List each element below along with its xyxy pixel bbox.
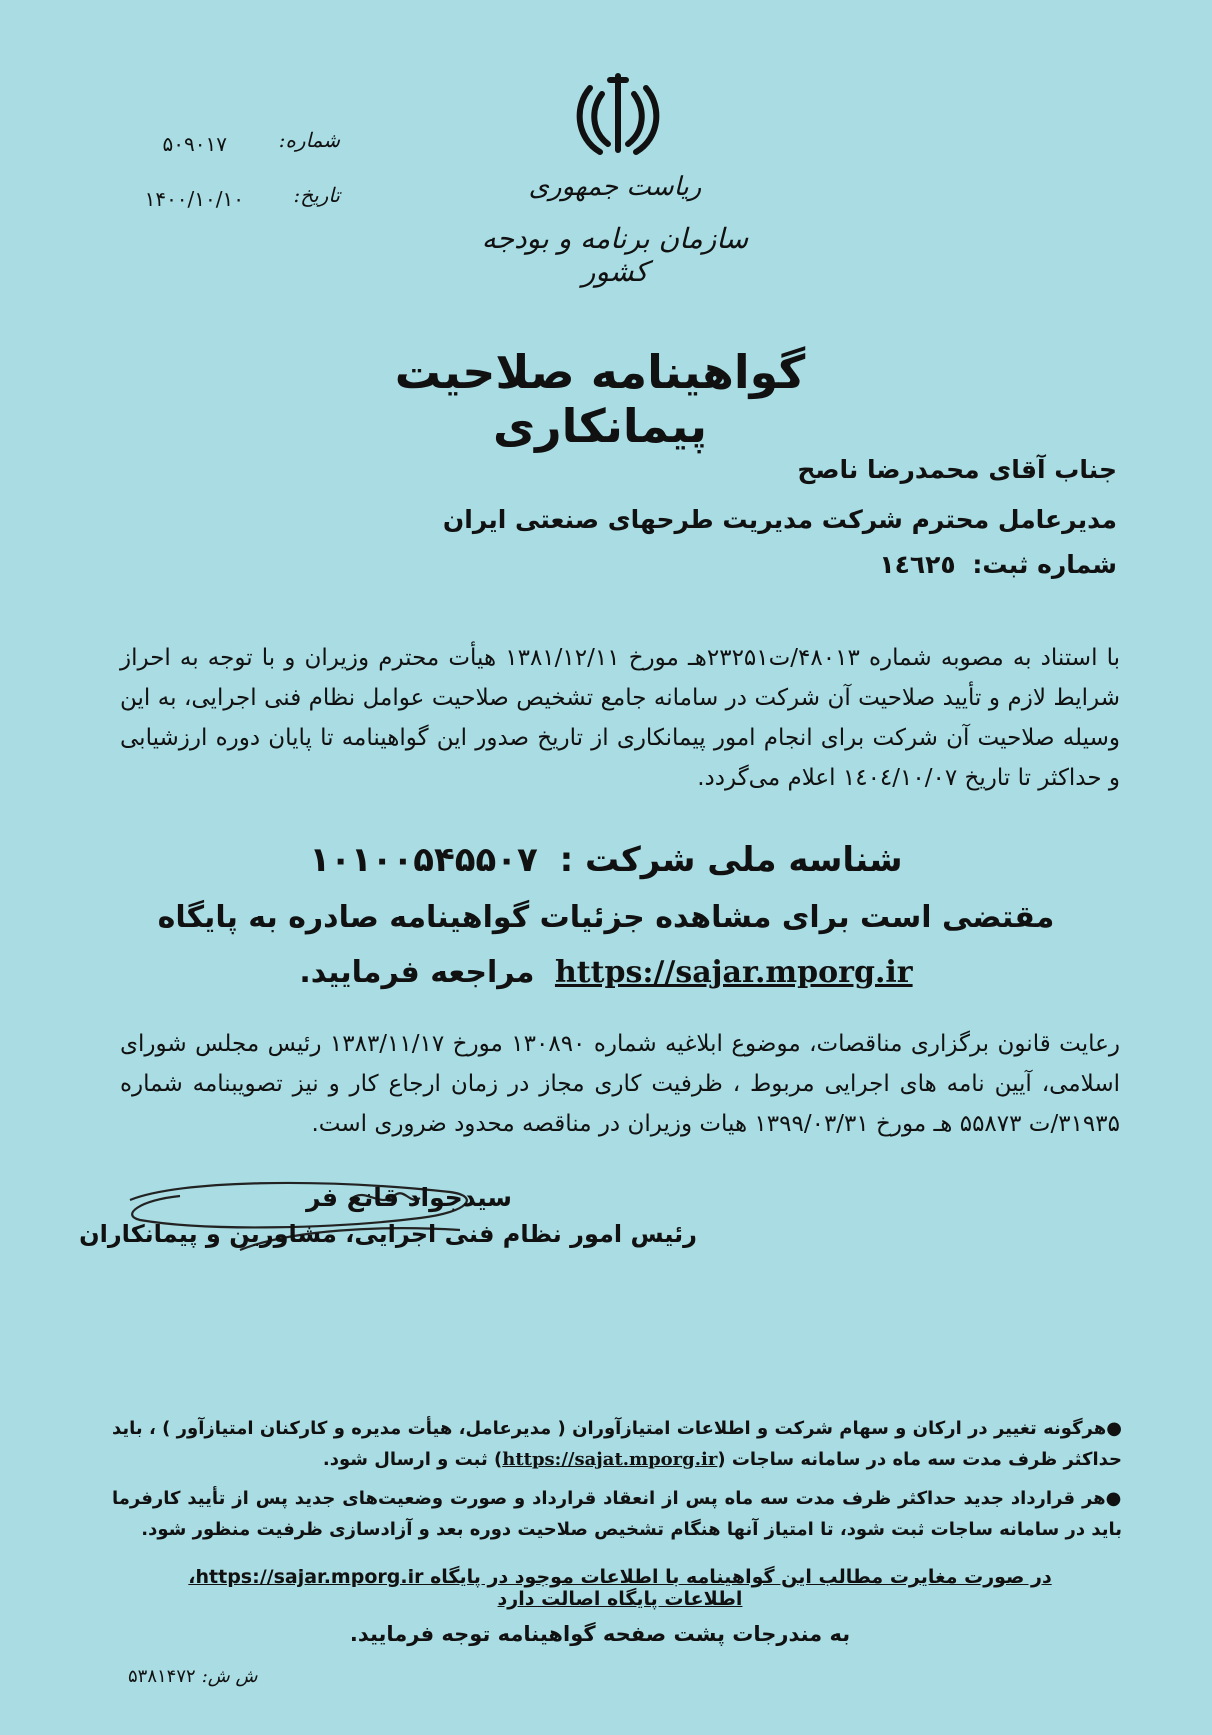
footnote-2	[112, 1483, 1122, 1545]
addressee-line-1: جناب آقای محمدرضا ناصح	[797, 455, 1117, 484]
number-value: ۵۰۹۰۱۷	[162, 132, 227, 156]
notice-suffix: مراجعه فرمایید.	[299, 955, 535, 990]
date-label: تاریخ:	[293, 183, 340, 207]
serial-value: ۵۳۸۱۴۷۲	[128, 1666, 196, 1687]
footnote-1-end: ) ثبت و ارسال شود.	[322, 1449, 503, 1470]
sajar-link[interactable]: https://sajar.mporg.ir	[554, 955, 913, 990]
back-page-note: به مندرجات پشت صفحه گواهینامه توجه فرمایید.	[349, 1622, 851, 1646]
bullet-icon: ●	[1106, 1418, 1122, 1439]
footnote-1-text: هرگونه تغییر در ارکان و سهام شرکت و اطلاعات امتیازآوران ( مدیرعامل، هیأت مدیره و کارکنان امتیازآور ) ، باید حداکثر ظرف مدت سه ماه در سامانه ساجات (	[112, 1418, 1122, 1470]
sajat-link[interactable]: https://sajat.mporg.ir	[502, 1449, 718, 1470]
authenticity-warning: در صورت مغایرت مطالب این گواهینامه با اطلاعات موجود در پایگاه https://sajar.mporg.ir، اطلاعات پایگاه اصالت دارد	[188, 1566, 1052, 1610]
footnote-2-text: هر قرارداد جدید حداکثر ظرف مدت سه ماه پس از انعقاد قرارداد و صورت وضعیت‌های جدید پس از تأیید کارفرما باید در سامانه ساجات ثبت شود، تا امتیاز آنها هنگام تشخیص صلاحیت دوره بعد و آزادسازی ظرفیت منظور شود.	[112, 1488, 1122, 1540]
iran-emblem-icon	[570, 70, 666, 162]
certificate-title: گواهینامه صلاحیت پیمانکاری	[394, 345, 806, 453]
number-label: شماره:	[278, 128, 340, 152]
registration-value: ١٤٦٢٥	[879, 550, 956, 579]
serial-number	[128, 1666, 257, 1687]
national-id-value: ۱۰۱۰۰۵۴۵۵۰۷	[309, 840, 538, 880]
compliance-paragraph: رعایت قانون برگزاری مناقصات، موضوع ابلاغیه شماره ۱۳۰۸۹۰ مورخ ۱۳۸۳/۱۱/۱۷ رئیس مجلس شورای اسلامی، آیین نامه های اجرایی مربوط ، ظرفیت کاری مجاز در زمان ارجاع کار و نیز تصویبنامه شماره ۳۱۹۳۵/ت ۵۵۸۷۳ هـ مورخ ۱۳۹۹/۰۳/۳۱ هیات وزیران در مناقصه محدود ضروری است.	[120, 1031, 1120, 1137]
addressee-line-2: مدیرعامل محترم شرکت مدیریت طرحهای صنعتی ایران	[442, 505, 1117, 534]
bullet-icon: ●	[1105, 1488, 1122, 1509]
registration-label: شماره ثبت:	[972, 550, 1117, 579]
signatory-name: سیدجواد قانع فر	[306, 1183, 512, 1212]
national-id-label: شناسه ملی شرکت :	[559, 840, 903, 880]
body-paragraph: با استناد به مصوبه شماره ۴۸۰۱۳/ت۲۳۲۵۱هـ مورخ ۱۳۸۱/۱۲/۱۱ هیأت محترم وزیران و با توجه به احراز شرایط لازم و تأیید صلاحیت آن شرکت در سامانه جامع تشخیص صلاحیت عوامل نظام فنی اجرایی، به این وسیله صلاحیت آن شرکت برای انجام امور پیمانکاری از تاریخ صدور این گواهینامه تا پایان دوره ارزشیابی و حداکثر تا تاریخ ١٤٠٤/١٠/٠٧ اعلام می‌گردد.	[120, 645, 1121, 791]
footnote-1	[112, 1413, 1122, 1475]
date-value: ۱۴۰۰/۱۰/۱۰	[144, 187, 244, 211]
serial-label: ش ش:	[201, 1666, 258, 1687]
notice-line-2	[100, 955, 1112, 990]
registration-number	[879, 550, 1117, 579]
organization-line-1: ریاست جمهوری	[528, 172, 702, 202]
national-id	[100, 840, 1112, 880]
organization-line-2: سازمان برنامه و بودجه کشور	[481, 222, 749, 288]
notice-line-1: مقتضی است برای مشاهده جزئیات گواهینامه صادره به پایگاه	[157, 900, 1055, 935]
signatory-title: رئیس امور نظام فنی اجرایی، مشاورین و پیمانکاران	[79, 1220, 697, 1248]
